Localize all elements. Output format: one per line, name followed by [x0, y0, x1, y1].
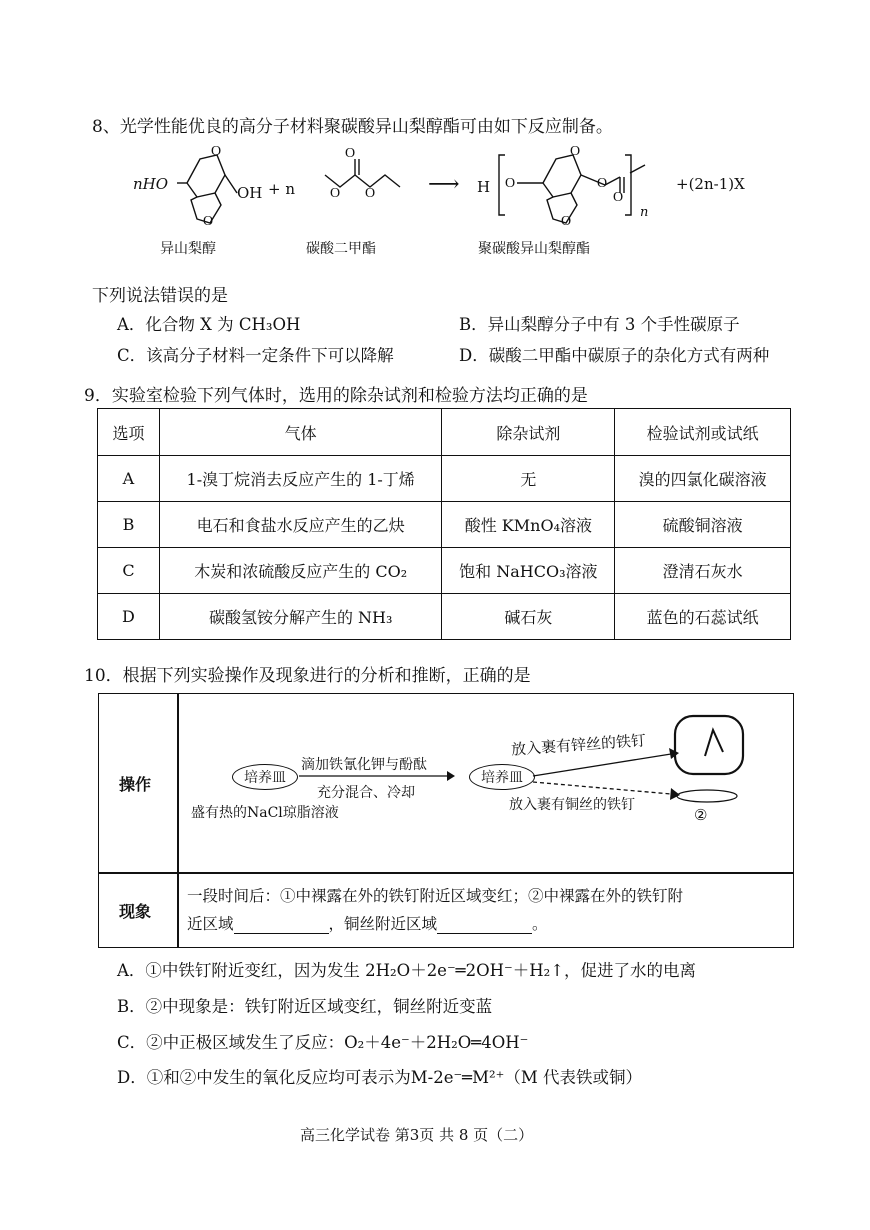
dish-2: 培养皿: [469, 764, 535, 790]
svg-text:O: O: [330, 186, 341, 201]
arrow-icon: [297, 764, 457, 784]
table-cell: 木炭和浓硫酸反应产生的 CO₂: [159, 548, 442, 594]
step1-bottom-text: 充分混合、冷却: [317, 785, 415, 801]
q8-option-a: A．化合物 X 为 CH₃OH: [117, 315, 301, 334]
table-header-cell: 选项: [98, 409, 160, 456]
svg-text:O: O: [613, 190, 624, 205]
dish-result-icon: [667, 708, 757, 818]
q8-option-b: B．异山梨醇分子中有 3 个手性碳原子: [459, 315, 740, 334]
q9-stem: 9．实验室检验下列气体时，选用的除杂试剂和检验方法均正确的是: [84, 386, 588, 406]
table-cell: A: [98, 456, 160, 502]
phenomenon-line1: 一段时间后：①中裸露在外的铁钉附近区域变红；②中裸露在外的铁钉附: [187, 887, 684, 905]
svg-text:O: O: [505, 176, 516, 191]
table-cell: 酸性 KMnO₄溶液: [442, 502, 615, 548]
table-cell: 无: [442, 456, 615, 502]
dish1-caption: 盛有热的NaCl琼脂溶液: [191, 805, 339, 821]
dish-1: 培养皿: [232, 764, 298, 790]
svg-text:O: O: [570, 145, 581, 159]
phenomenon-line2: [187, 912, 548, 934]
q10-stem: 10．根据下列实验操作及现象进行的分析和推断，正确的是: [84, 666, 531, 686]
table-cell: B: [98, 502, 160, 548]
table-cell: 电石和食盐水反应产生的乙炔: [159, 502, 442, 548]
svg-text:O: O: [561, 214, 572, 229]
table-row: [98, 594, 791, 640]
table-row: [98, 548, 791, 594]
q8-product-n: n: [640, 205, 649, 220]
step1-top-text: 滴加铁氰化钾与酚酞: [301, 757, 427, 773]
table-cell: 溴的四氯化碳溶液: [615, 456, 791, 502]
table-cell: C: [98, 548, 160, 594]
table-header-cell: 除杂试剂: [442, 409, 615, 456]
q8-stem: 8、光学性能优良的高分子材料聚碳酸异山梨醇酯可由如下反应制备。: [92, 117, 613, 137]
q10-operation-label: 操作: [119, 775, 152, 794]
phen-text-c: 。: [532, 915, 548, 933]
answer-blank-2[interactable]: [437, 917, 532, 934]
q10-option-c: C．②中正极区域发生了反应：O₂＋4e⁻＋2H₂O═4OH⁻: [117, 1033, 529, 1052]
q8-label-isosorbide: 异山梨醇: [160, 241, 216, 257]
q8-label-dimethyl-carbonate: 碳酸二甲酯: [306, 241, 376, 257]
branch2-label: 放入裹有铜丝的铁钉: [509, 797, 635, 813]
table-cell: 碳酸氢铵分解产生的 NH₃: [159, 594, 442, 640]
table-row: [98, 456, 791, 502]
q10-phenomenon-label: 现象: [119, 902, 152, 921]
page-footer: 高三化学试卷 第3页 共 8 页（二）: [300, 1126, 534, 1144]
q10-option-a: A．①中铁钉附近变红，因为发生 2H₂O＋2e⁻═2OH⁻＋H₂↑，促进了水的电离: [117, 961, 697, 980]
svg-text:O: O: [211, 145, 222, 159]
q8-plus-n: + n: [268, 180, 295, 198]
q9-table: [97, 408, 791, 640]
table-cell: 1-溴丁烷消去反应产生的 1-丁烯: [159, 456, 442, 502]
q8-label-polymer: 聚碳酸异山梨醇酯: [478, 241, 590, 257]
svg-text:O: O: [345, 146, 356, 161]
phen-text-b: ，铜丝附近区域: [328, 915, 438, 933]
svg-text:O: O: [203, 214, 214, 229]
svg-text:O: O: [365, 186, 376, 201]
phen-text-a: 近区域: [187, 915, 234, 933]
q8-ask: 下列说法错误的是: [92, 286, 228, 306]
table-cell: 碱石灰: [442, 594, 615, 640]
q8-reactant1-prefix: nHO: [133, 175, 169, 193]
q8-arrow: ⟶: [428, 172, 460, 197]
table-cell: 硫酸铜溶液: [615, 502, 791, 548]
table-cell: 蓝色的石蕊试纸: [615, 594, 791, 640]
table-header-cell: 检验试剂或试纸: [615, 409, 791, 456]
q10-experiment-box: [98, 693, 794, 948]
table-cell: 饱和 NaHCO₃溶液: [442, 548, 615, 594]
table-header-cell: 气体: [159, 409, 442, 456]
answer-blank-1[interactable]: [234, 917, 329, 934]
mark-2: ②: [694, 806, 708, 824]
q10-option-b: B．②中现象是：铁钉附近区域变红，铜丝附近变蓝: [117, 997, 493, 1016]
table-header-row: [98, 409, 791, 456]
q10-option-d: D．①和②中发生的氧化反应均可表示为M-2e⁻═M²⁺（M 代表铁或铜）: [117, 1068, 642, 1087]
svg-text:O: O: [597, 176, 608, 191]
q8-product-prefix: H: [477, 178, 491, 196]
q8-option-d: D．碳酸二甲酯中碳原子的杂化方式有两种: [459, 346, 770, 365]
table-row: [98, 502, 791, 548]
table-cell: D: [98, 594, 160, 640]
q8-reactant1-suffix: OH: [237, 184, 263, 202]
q8-byproduct: +(2n-1)X: [676, 175, 745, 193]
branch1-label: 放入裹有锌丝的铁钉: [510, 731, 647, 759]
q8-option-c: C．该高分子材料一定条件下可以降解: [117, 346, 394, 365]
table-cell: 澄清石灰水: [615, 548, 791, 594]
